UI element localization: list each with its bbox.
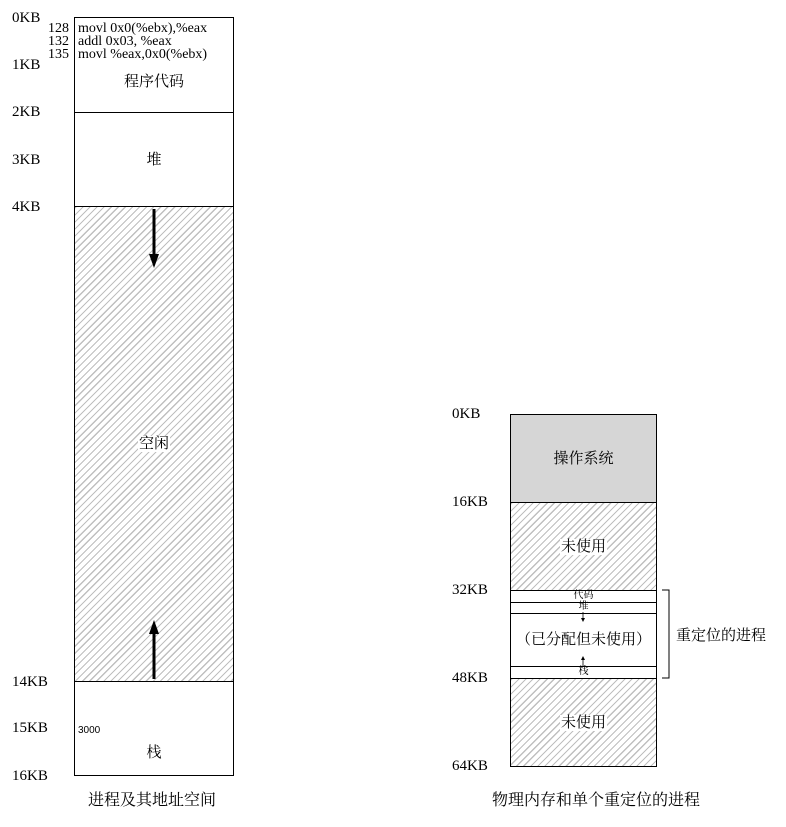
asm-addr-135: 135 <box>48 47 69 62</box>
relocated-process-bracket <box>662 590 669 678</box>
free-label-text: 空闲 <box>138 436 169 452</box>
relocated-code-label: 代码 <box>573 589 594 601</box>
right-caption: 物理内存和单个重定位的进程 <box>492 792 701 809</box>
tick-3kb: 3KB <box>12 152 41 168</box>
unused-label-lower-text: 未使用 <box>560 714 606 731</box>
tick-2kb: 2KB <box>12 104 41 120</box>
tick-1kb: 1KB <box>12 57 41 73</box>
relocated-stack-label: 栈 <box>578 665 589 677</box>
tick-0kb-phys: 0KB <box>452 406 481 422</box>
relocated-process-label: 重定位的进程 <box>676 628 767 644</box>
heap-label: 堆 <box>146 151 162 168</box>
relocated-heap-label: 堆 <box>578 600 589 612</box>
left-caption: 进程及其地址空间 <box>88 792 217 809</box>
tick-16kb: 16KB <box>12 768 48 784</box>
code-label: 程序代码 <box>123 74 184 90</box>
tick-15kb: 15KB <box>12 720 48 736</box>
tick-14kb: 14KB <box>12 674 48 690</box>
tick-48kb-phys: 48KB <box>452 670 488 686</box>
tick-64kb-phys: 64KB <box>452 758 488 774</box>
asm-line-3: movl %eax,0x0(%ebx) <box>78 47 208 62</box>
stack-address: 3000 <box>78 724 101 736</box>
asm-addr-128: 128 <box>48 21 69 36</box>
small-stack-arrowhead <box>581 656 585 660</box>
tick-32kb-phys: 32KB <box>452 582 488 598</box>
unused-label-upper-text: 未使用 <box>560 538 606 555</box>
asm-line-2: addl 0x03, %eax <box>78 34 172 49</box>
tick-16kb-phys: 16KB <box>452 494 488 510</box>
tick-0kb: 0KB <box>12 10 41 26</box>
small-heap-arrowhead <box>581 618 585 622</box>
stack-label: 栈 <box>146 744 162 761</box>
allocated-unused-label: （已分配但未使用） <box>515 631 651 648</box>
tick-4kb: 4KB <box>12 199 41 215</box>
asm-addr-132: 132 <box>48 34 69 49</box>
asm-line-1: movl 0x0(%ebx),%eax <box>78 21 208 36</box>
os-label: 操作系统 <box>553 451 614 467</box>
